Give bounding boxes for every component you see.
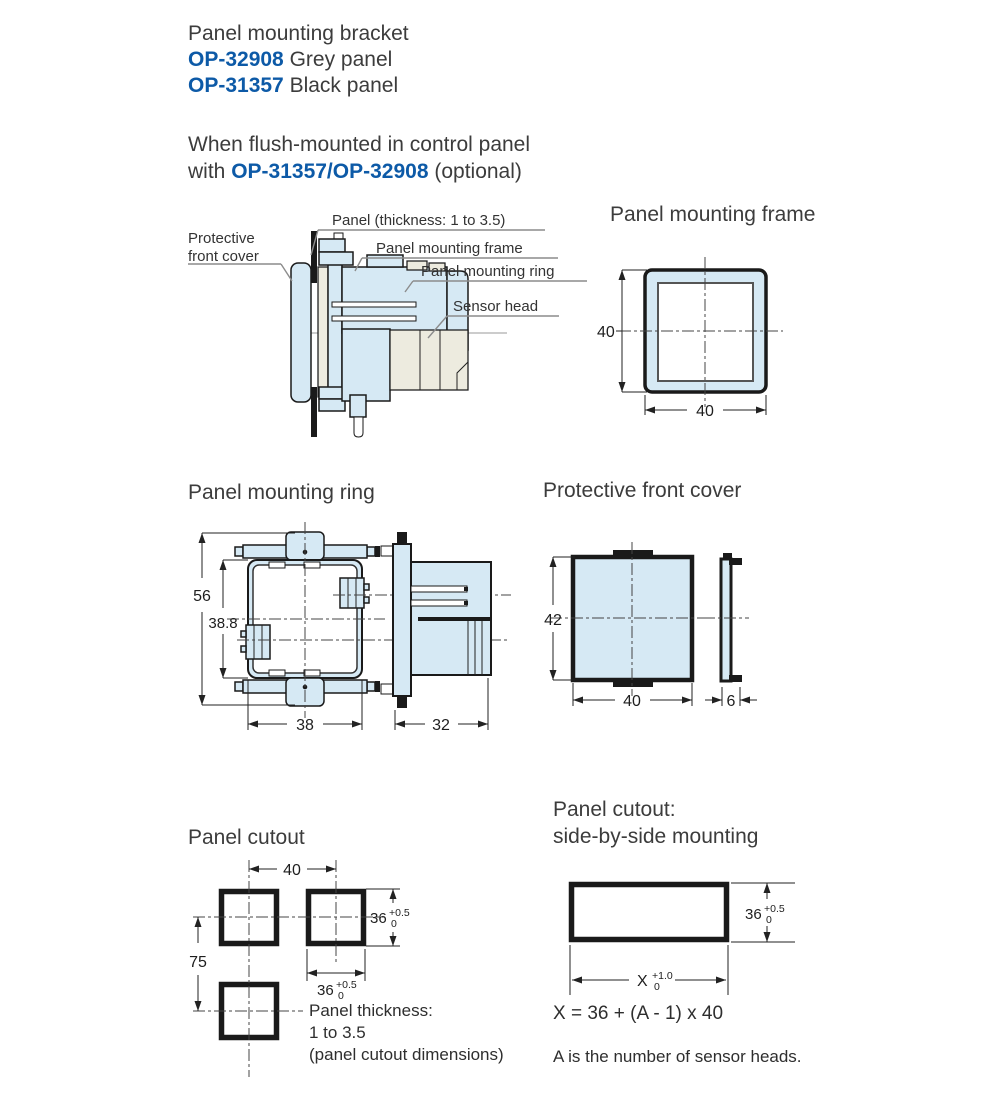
cable-boot: [350, 395, 366, 417]
cutout-dim-height: 36: [370, 910, 387, 927]
sbs-tol-w-minus: 0: [654, 981, 660, 993]
flush-line-2: [188, 158, 530, 185]
cutout-note-line2: 1 to 3.5: [309, 1023, 366, 1042]
sbs-dim-height: 36: [745, 906, 762, 923]
sbs-rect: [572, 885, 727, 940]
cutout-dim-width: 36: [317, 982, 334, 999]
label-cover-line2: front cover: [188, 248, 259, 265]
cross-section-drawing: [291, 231, 507, 437]
ring-left-clip: [241, 625, 270, 659]
hook-top-2: [319, 252, 353, 265]
ring-dim-depth: 32: [432, 717, 450, 734]
cutout-tol-minus-2: 0: [338, 990, 344, 1002]
frame-section-title: Panel mounting frame: [610, 203, 816, 226]
product-line-2: [188, 73, 409, 99]
label-cover-line1: Protective: [188, 230, 255, 247]
cutout-section-title: Panel cutout: [188, 826, 305, 849]
sbs-dim-width: X: [637, 973, 648, 990]
cover-section-title: Protective front cover: [543, 479, 742, 502]
cutout-tol-plus-2: +0.5: [336, 979, 357, 991]
spacer-strip: [318, 267, 328, 397]
flush-models: OP-31357/OP-32908: [231, 160, 429, 183]
label-sensor-head: Sensor head: [453, 298, 539, 315]
panel-bar-bottom: [311, 387, 317, 437]
ring-right-clip: [340, 578, 369, 608]
cutout-tol-minus: 0: [391, 918, 397, 930]
slot-2: [332, 316, 416, 321]
flush-line-1: When flush-mounted in control panel: [188, 133, 531, 156]
ring-body-lower: [342, 329, 390, 401]
sbs-section-title: [553, 796, 758, 850]
cable-stub: [354, 417, 363, 437]
ring-side-view: [381, 532, 491, 708]
page-title: Panel mounting bracket: [188, 22, 409, 45]
frame-drawing: [619, 257, 783, 407]
frame-plate: [328, 251, 342, 399]
cutout-dim-pitch-h: 40: [283, 862, 301, 879]
cover-diagram: [535, 520, 800, 720]
sbs-tol-h-minus: 0: [766, 914, 772, 926]
product1-desc: Grey panel: [289, 48, 393, 71]
cutout-note-line1: Panel thickness:: [309, 1001, 433, 1020]
sbs-title-line2: side-by-side mounting: [553, 825, 759, 848]
cutout-note-line3: (panel cutout dimensions): [309, 1045, 504, 1064]
product1-model: OP-32908: [188, 48, 284, 71]
cover-side-view: [703, 553, 749, 682]
header-block: [188, 21, 409, 99]
ring-section-title: Panel mounting ring: [188, 481, 375, 504]
ring-dim-inner-height: 38.8: [208, 615, 238, 632]
sbs-formula: X = 36 + (A - 1) x 40: [553, 1003, 724, 1024]
frame-diagram: [595, 245, 795, 430]
label-panel: Panel (thickness: 1 to 3.5): [332, 212, 506, 229]
hook-top-1: [319, 239, 345, 252]
product-line-1: [188, 47, 409, 73]
product2-model: OP-31357: [188, 74, 284, 97]
ring-diagram: [185, 520, 515, 740]
cover-profile: [291, 263, 311, 402]
cutout-dim-pitch-v: 75: [189, 954, 207, 971]
sbs-tol-h-plus: +0.5: [764, 903, 785, 915]
cover-dim-height: 42: [544, 612, 562, 629]
cross-section-diagram: [185, 205, 595, 460]
cover-front-view: [550, 542, 717, 696]
frame-dim-height: 40: [597, 324, 615, 341]
sbs-note: A is the number of sensor heads.: [553, 1047, 802, 1066]
product2-desc: Black panel: [289, 74, 399, 97]
flush-suffix: (optional): [434, 160, 522, 183]
sbs-tol-w-plus: +1.0: [652, 970, 673, 982]
ring-dim-width: 38: [296, 717, 314, 734]
cover-dim-thickness: 6: [726, 693, 736, 710]
flush-prefix: with: [188, 160, 226, 183]
cutout-note: [309, 1000, 504, 1066]
ring-dim-outer-height: 56: [193, 588, 211, 605]
sbs-diagram: [545, 855, 855, 1005]
slot-1: [332, 302, 416, 307]
label-ring: Panel mounting ring: [421, 263, 555, 280]
frame-dim-width: 40: [696, 403, 714, 420]
hook-bottom-2: [319, 399, 345, 411]
sbs-title-line1: Panel cutout:: [553, 798, 676, 821]
flush-mount-intro: [188, 131, 530, 185]
label-frame: Panel mounting frame: [376, 240, 523, 257]
cutout-tol-plus: +0.5: [389, 907, 410, 919]
sensor-head-shape: [390, 330, 468, 390]
cover-dim-width: 40: [623, 693, 641, 710]
